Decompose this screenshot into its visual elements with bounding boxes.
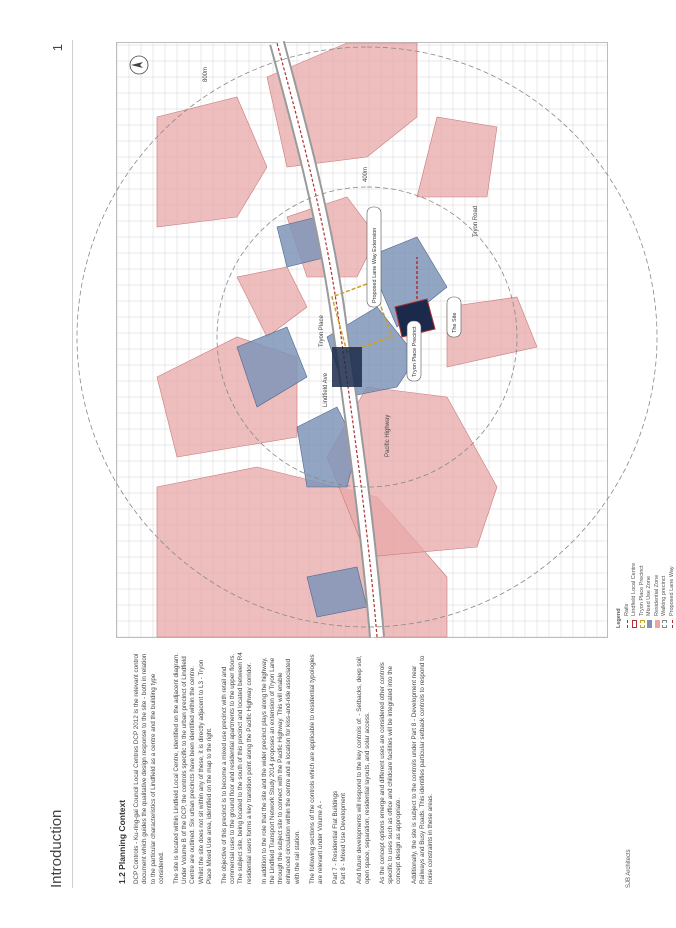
legend-label: Mixed Use Zone <box>646 575 652 616</box>
section-heading: 1.2 Planning Context <box>117 799 127 884</box>
legend-item <box>646 563 654 628</box>
legend-item <box>661 563 669 628</box>
proposed-lane-swatch <box>672 620 673 628</box>
paragraph: As the concept options emerge and different uses are considered other controls specific to uses such as office and childcare facilities will be integrated into the concept design as appropriate. <box>379 662 403 884</box>
paragraph: Additionally, the site is subject to the controls under Part 8 - Development near Railways and Busy Roads. This identifies particular setback controls to respond to noise constraints in these areas. <box>410 655 435 884</box>
legend-item <box>654 563 662 628</box>
local-centre-swatch <box>632 620 637 628</box>
legend-label: Residential Zone <box>653 574 660 616</box>
callout-tryon-precinct-text: Tryon Place Precinct <box>412 326 418 377</box>
map-legend <box>616 563 676 628</box>
label-pacific-highway: Pacific Highway <box>385 414 391 457</box>
callout-proposed-lane-text: Proposed Lane Way Extension <box>372 227 378 303</box>
callout-tryon-precinct <box>407 321 421 381</box>
label-800m: 800m <box>203 66 209 82</box>
map-svg <box>117 43 607 637</box>
parts-list-item: Part 7 - Residential Flat Buildings <box>332 790 340 884</box>
paragraph: The objective of this precinct is to become a mixed use precinct with retail and commercial uses to the ground floor and residential apartments to the upper floors. The subject site, being located to the south of this precinct and located between R4 residential users forms a key transition point along the Pacific Highway corridor. <box>221 652 253 884</box>
footer-credit: SJB Architects <box>626 849 632 888</box>
north-arrow-icon <box>130 56 148 74</box>
residential-swatch <box>655 620 660 628</box>
parts-list <box>332 648 348 884</box>
legend-label: Rails <box>623 603 630 616</box>
walking-precinct-swatch <box>662 620 667 628</box>
legend-title: Legend <box>616 608 622 628</box>
tryon-precinct-swatch <box>640 620 645 628</box>
legend-label: Tryon Place Precinct <box>638 565 645 616</box>
paragraph: The following sections of the controls which are applicable to residential typologies are relevant under Volume A - <box>308 654 325 884</box>
header-divider <box>72 40 73 888</box>
label-tryon-place: Tryon Place <box>319 315 325 347</box>
station-block <box>332 347 362 387</box>
legend-item <box>624 563 632 628</box>
label-400m: 400m <box>363 166 369 182</box>
callout-the-site-text: The Site <box>452 312 458 333</box>
paragraph: And future developments will respond to the key controls of: - Setbacks, deep soil, open space, separation, residential layouts, and solar access. <box>355 655 371 884</box>
label-tryon-road: Tryon Road <box>473 205 479 237</box>
legend-item <box>639 563 647 628</box>
legend-label: Walking precinct <box>661 575 667 616</box>
paragraph: The site is located within Lindfield Local Centre, identified on the adjacent diagram. Under Volume B of the DCP, the controls specific to the urban precinct of Lindfield Centre are outlined. Six urban precincts have been identified within the centre. Whilst the site does not sit within any of these, it is directly adjacent to L3 - Tryon Place Mixed Use area, identified on the map to the right. <box>173 652 213 884</box>
precinct-map <box>116 42 608 638</box>
callout-proposed-lane <box>367 207 381 307</box>
page-number: 1 <box>50 44 65 52</box>
page-title: Introduction <box>48 809 65 888</box>
rails-swatch <box>627 620 628 628</box>
paragraph: DCP Controls - Ku-ring-gai Council Local Centres DCP 2012 is the relevant control document which guides the qualitative design response to the site - both in relation to the particular characteristics of Lindfield as a centre and the building type considered. <box>133 653 165 884</box>
legend-label: Proposed Lane Way <box>668 566 675 616</box>
parts-list-item: Part 8 - Mixed Use Development <box>340 793 348 884</box>
legend-item <box>631 563 639 628</box>
text-column <box>118 648 442 884</box>
callout-the-site <box>447 297 461 337</box>
label-lindfield-ave: Lindfield Ave <box>323 373 329 407</box>
mixed-use-swatch <box>647 620 652 628</box>
legend-label: Lindfield Local Centre <box>631 562 637 616</box>
legend-item <box>669 563 676 628</box>
paragraph: In addition to the role that the site and the wider precinct plays along the highway, the Lindfield Transport Network Study 2014 proposes an extension of Tryon Lane through the subject site to connect with the Pacific Highway. This will enable enhanced circulation within the centre and a location for kiss-and-ride associated with the rail station. <box>260 657 301 884</box>
